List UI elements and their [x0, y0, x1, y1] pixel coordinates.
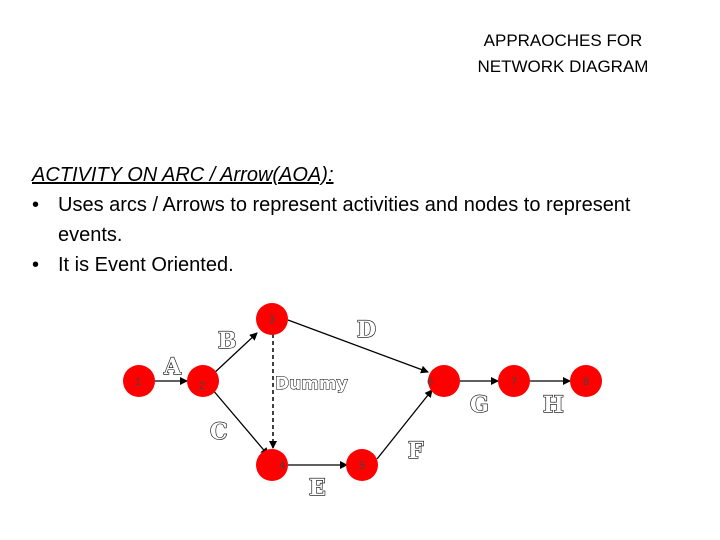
activity-label-d: D: [357, 317, 377, 343]
section-heading: ACTIVITY ON ARC / Arrow(AOA):: [32, 164, 334, 186]
node-3-label: 3: [269, 314, 276, 326]
node-5: [346, 449, 378, 481]
bullet-text: Uses arcs / Arrows to represent activities and nodes to represent events.: [58, 194, 631, 246]
node-1-label: 1: [135, 376, 142, 388]
node-4: [256, 449, 288, 481]
node-3: [256, 303, 288, 335]
node-8-label: 8: [583, 376, 590, 388]
node-7: [498, 365, 530, 397]
node-8: [570, 365, 602, 397]
activity-label-g: G: [470, 392, 489, 418]
title-line-2: NETWORK DIAGRAM: [477, 57, 649, 76]
activity-label-f: F: [408, 438, 424, 464]
node-6: [427, 365, 460, 397]
node-4-label: 4: [279, 460, 286, 472]
node-5-label: 5: [359, 460, 366, 472]
node-1: [123, 365, 155, 397]
bullet-text: It is Event Oriented.: [58, 254, 234, 276]
activity-label-b: B: [218, 328, 237, 354]
dummy-label: Dummy: [275, 374, 348, 394]
arrow-f: [377, 390, 432, 459]
node-2-label: 2: [199, 380, 206, 392]
activity-label-a: A: [164, 354, 182, 380]
activity-label-h: H: [543, 392, 564, 418]
node-6-label: 6: [427, 376, 434, 388]
bullet-dot: •: [32, 194, 40, 216]
activity-label-e: E: [309, 475, 326, 501]
activity-label-c: C: [210, 419, 228, 445]
bullet-dot: •: [32, 254, 40, 276]
node-2: [187, 365, 219, 397]
title-line-1: APPRAOCHES FOR: [483, 31, 643, 50]
node-7-label: 7: [511, 376, 518, 388]
